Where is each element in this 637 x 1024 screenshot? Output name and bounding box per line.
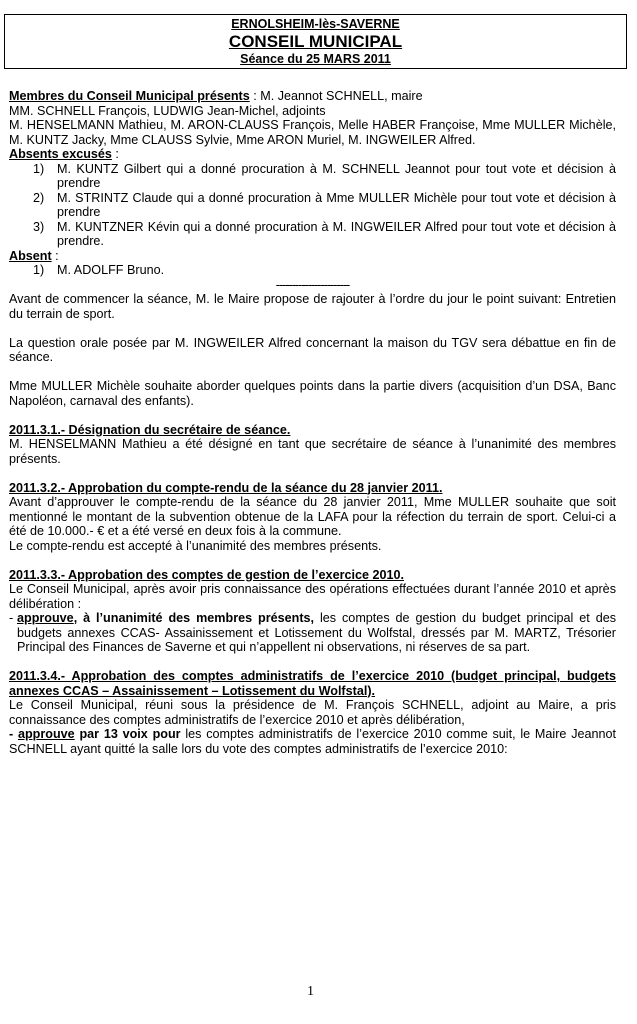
absent-list [9,263,616,278]
section-1-title: 2011.3.1.- Désignation du secrétaire de séance. [9,422,291,437]
excused-heading: Absents excusés : [9,147,119,161]
section-3-title: 2011.3.3.- Approbation des comptes de gestion de l’exercice 2010. [9,567,404,582]
header-box [4,14,627,69]
document-page [9,14,616,756]
section-4-decision: - approuve par 13 voix pour les comptes administratifs de l’exercice 2010 comme suit, le Maire Jeannot SCHNELL ayant quitté la salle lors du vote des comptes administratifs de l’exercice 2010: [9,727,617,756]
section-3-decision: - approuve, à l’unanimité des membres présents, les comptes de gestion du budget principal et des budgets annexes CCAS- Assainissement et Lotissement du Wolfstal, dressés par M. MARTZ, Trésorier Principal des Finances de Saverne et qui n’appellent ni observations, ni réserves de sa part. [9,611,617,654]
members-present [9,89,616,104]
section-3-text: Le Conseil Municipal, après avoir pris connaissance des opérations effectuées durant l’année 2010 et après délibération : [9,582,616,611]
list-item: 2) M. STRINTZ Claude qui a donné procuration à Mme MULLER Michèle pour tout vote et décision à prendre [33,190,616,219]
council-title: CONSEIL MUNICIPAL [228,32,403,51]
list-item: 1) M. KUNTZ Gilbert qui a donné procuration à M. SCHNELL Jeannot pour tout vote et décision à prendre [33,161,616,190]
section-2-text: Avant d’approuver le compte-rendu de la séance du 28 janvier 2011, Mme MULLER souhaite que soit mentionné le montant de la subvention obtenue de la LAFA pour la réfection du terrain de sport. Celui-ci a été de 10.000.- € et a été versé en deux fois à la commune. [9,495,616,538]
section-4-text: Le Conseil Municipal, réuni sous la présidence de M. François SCHNELL, adjoint au Maire, a pris connaissance des comptes administratifs de l’exercice 2010 et après délibération, [9,698,616,727]
list-item: 1) M. ADOLFF Bruno. [33,263,165,277]
town-name: ERNOLSHEIM-lès-SAVERNE [231,17,400,31]
section-4-title: 2011.3.4.- Approbation des comptes administratifs de l’exercice 2010 (budget principal, budgets annexes CCAS – Assainissement – Lotissement du Wolfstal). [9,669,616,698]
section-2-title: 2011.3.2.- Approbation du compte-rendu de la séance du 28 janvier 2011. [9,480,443,495]
document-body [9,89,616,756]
session-date: Séance du 25 MARS 2011 [240,52,391,66]
members-label: Membres du Conseil Municipal présents [9,89,250,103]
absent-heading: Absent : [9,248,59,263]
members-mayor: : M. Jeannot SCHNELL, maire [249,89,423,103]
section-2-text-approval: Le compte-rendu est accepté à l’unanimité des membres présents. [9,538,382,553]
intro-paragraph-1: Avant de commencer la séance, M. le Maire propose de rajouter à l’ordre du jour le point suivant: Entretien du terrain de sport. [9,292,616,321]
members-deputies: MM. SCHNELL François, LUDWIG Jean-Michel, adjoints [9,103,326,118]
intro-paragraph-2: La question orale posée par M. INGWEILER Alfred concernant la maison du TGV sera débattue en fin de séance. [9,335,616,364]
excused-label: Absents excusés [9,147,112,161]
separator: ----------------------- [275,277,350,292]
page-number: 1 [307,984,314,999]
members-others: M. HENSELMANN Mathieu, M. ARON-CLAUSS François, Melle HABER Françoise, Mme MULLER Michèle, M. KUNTZ Jacky, Mme CLAUSS Sylvie, Mme ARON Muriel, M. INGWEILER Alfred. [9,118,616,147]
absent-label: Absent [9,248,52,263]
list-item: 3) M. KUNTZNER Kévin qui a donné procuration à M. INGWEILER Alfred pour tout vote et décision à prendre. [33,219,616,248]
intro-paragraph-3: Mme MULLER Michèle souhaite aborder quelques points dans la partie divers (acquisition d’un DSA, Banc Napoléon, carnaval des enfants). [9,379,616,408]
excused-list [9,162,616,249]
section-1-text: M. HENSELMANN Mathieu a été désigné en tant que secrétaire de séance à l’unanimité des membres présents. [9,437,616,466]
